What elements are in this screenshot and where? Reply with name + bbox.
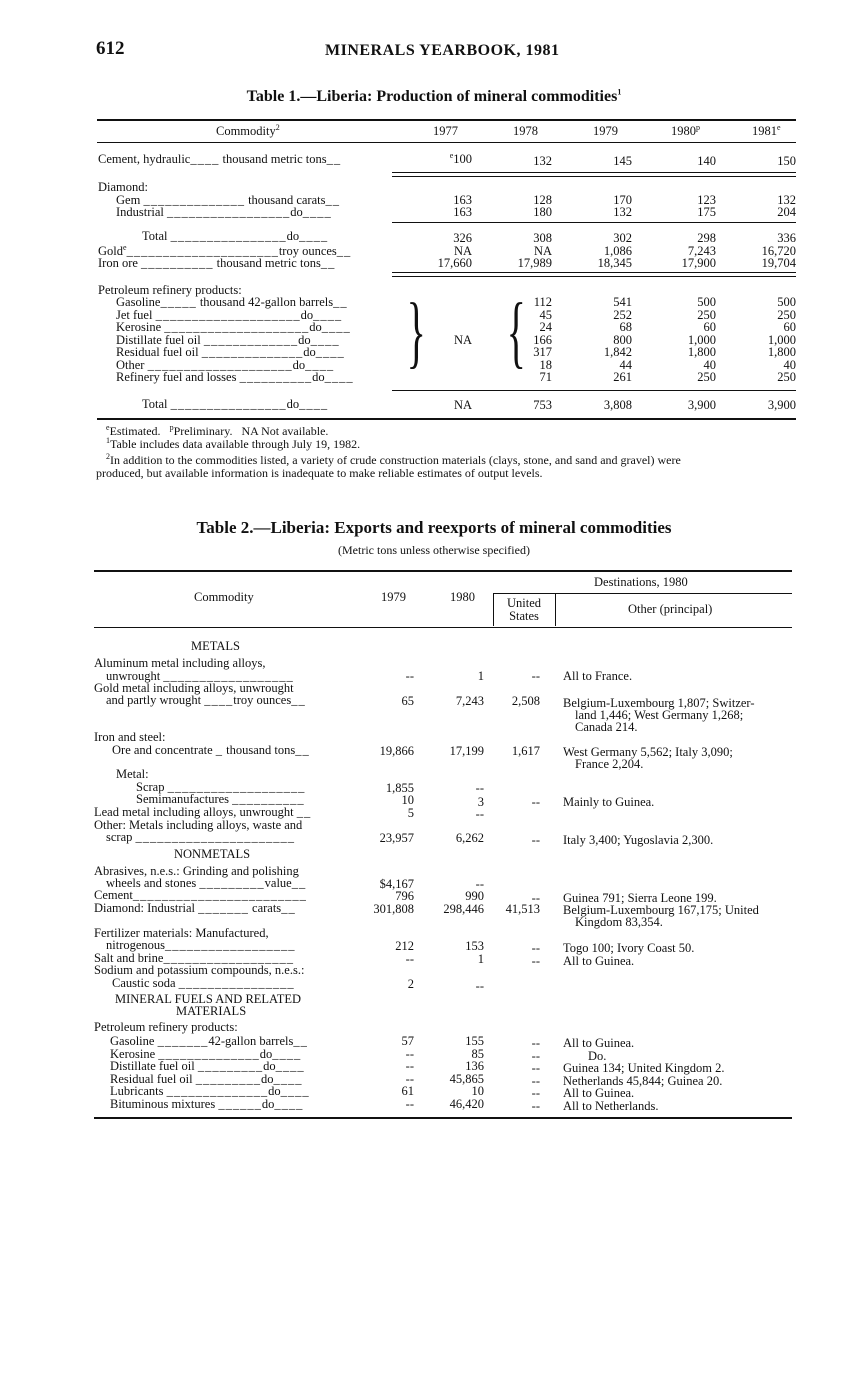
t2-alum-1979: -- [405,669,414,683]
t1-petro-1981: 250 [777,370,796,384]
t1-footnote-2a: $^2$In addition to the commodities listed, a variety of crude construction materials (clays, stone, and sand and gravel) were [106,452,681,467]
t1-petro-1980: 500 [697,295,716,309]
t2-header-other: Other (principal) [628,602,713,616]
t2-petro-us: -- [531,1086,540,1100]
t2-fert-1979: 212 [395,939,414,953]
t1-gold-1979: 1,086 [603,244,632,258]
t2-ore-other-2: France 2,204. [575,757,644,771]
t2-petro-row: Residual fuel oil _________do____ [110,1071,303,1086]
t2-petro-1979: -- [405,1071,414,1086]
t1-gem-1981: 132 [777,193,796,207]
t2-fert-1980: 153 [465,939,484,953]
t2-cement-1980: 990 [465,889,484,903]
t2-gold-other-3: Canada 214. [575,720,638,734]
t2-petro-row: Bituminous mixtures ______do____ [110,1096,304,1111]
t1-header-1978: 1978 [513,124,538,138]
t1-petro-1979: 252 [613,307,632,322]
t2-abr-l2: wheels and stones _________value__ [106,876,307,890]
t1-petro-1981: 40 [783,357,796,372]
t2-header-1979: 1979 [381,590,406,604]
t2-cement-1979: 796 [395,889,414,903]
t1-rule-a [392,172,796,173]
t1-cement-1977: $^e$100 [449,150,472,166]
t1-cement-1978: 132 [533,154,552,168]
t1-dtotal-1978: 308 [533,231,552,245]
t2-salt-1979: -- [405,952,414,966]
t2-petro-1979: 57 [401,1034,414,1048]
t1-petro-1980: 1,000 [687,332,716,347]
t2-gold-l1: Gold metal including alloys, unwrought [94,681,294,695]
t1-gem-1979: 170 [613,193,632,207]
t2-petro-other: Guinea 134; United Kingdom 2. [563,1061,725,1075]
t2-petro-row: Kerosine ______________do____ [110,1046,302,1061]
t2-alum-us: -- [531,669,540,683]
t1-ind-1979: 132 [613,205,632,219]
t2-diamond-other-1: Belgium-Luxembourg 167,175; United [563,903,759,917]
t2-salt-label: Salt and brine__________________ [94,951,294,965]
t1-diamond-label: Diamond: [98,180,148,194]
table2-bottom-rule [94,1117,792,1119]
t2-lead-1979: 5 [407,806,414,820]
t1-petro-1980: 60 [703,320,716,334]
t1-petro-1977: NA [453,333,472,347]
t2-section-metals: METALS [191,639,240,653]
t2-petro-us: -- [531,1036,540,1050]
t1-petro-1978: 45 [539,307,552,322]
t1-gem-1980: 123 [697,193,716,207]
t1-petro-1979: 800 [613,332,632,347]
t1-header-rule [97,142,796,143]
t1-petro-1981: 250 [777,307,796,322]
t2-fert-us: -- [531,941,540,955]
t2-sodium-1979: 2 [407,977,414,991]
t2-lead-label: Lead metal including alloys, unwrought __ [94,805,312,819]
t1-petro-1980: 250 [697,307,716,322]
t2-alum-1980: 1 [477,669,484,683]
t1-gold-1980: 7,243 [687,244,716,258]
t2-gold-l2: and partly wrought ____troy ounces__ [106,693,306,707]
t2-petro-1980: 136 [465,1059,484,1073]
t1-ptotal-1981: 3,900 [767,398,796,412]
t2-fert-other: Togo 100; Ivory Coast 50. [563,941,695,955]
t2-section-nonmetals: NONMETALS [174,847,251,861]
t2-diamond-label: Diamond: Industrial _______ carats__ [94,901,296,915]
t2-diamond-other-2: Kingdom 83,354. [575,915,663,929]
t1-brace-left: } [406,288,426,376]
t1-petro-1978: 71 [539,370,552,384]
t2-lead-1980: -- [475,807,484,821]
t2-petro-row: Lubricants ______________do____ [110,1084,310,1098]
t2-section-fuels-2: MATERIALS [176,1004,247,1018]
t2-alum-other: All to France. [563,669,633,683]
t2-fert-l1: Fertilizer materials: Manufactured, [94,926,269,940]
t1-petro-1979: 44 [619,357,632,372]
t2-petro-1979: -- [405,1059,414,1073]
t1-petro-1979: 68 [619,320,632,334]
t1-petro-row: Other ____________________do____ [116,357,335,372]
t2-diamond-1980: 298,446 [443,902,484,916]
t2-cement-other: Guinea 791; Sierra Leone 199. [563,891,717,905]
t2-cement-us: -- [531,891,540,905]
t1-row-gold: Gold$^e$_____________________troy ounces__ [98,242,352,258]
t1-row-gem: Gem ______________ thousand carats__ [116,193,340,207]
t2-abr-1979: $4,167 [379,877,414,891]
t2-alum-l1: Aluminum metal including alloys, [94,656,266,670]
t1-petro-row: Jet fuel ____________________do____ [116,307,343,322]
t2-petro-other: All to Netherlands. [563,1098,659,1113]
t1-iron-1979: 18,345 [597,256,632,270]
table1-title: Table 1.—Liberia: Production of mineral commodities$^1$ [246,87,622,105]
t1-ind-1977: 163 [453,205,472,219]
t1-row-cement: Cement, hydraulic____ thousand metric tons__ [98,152,342,166]
t2-petro-us: -- [531,1073,540,1088]
t2-semi-1979: 10 [401,793,414,807]
t2-gold-us: 2,508 [511,694,540,708]
t1-gem-1977: 163 [453,193,472,207]
t1-iron-1978: 17,989 [517,256,552,270]
t2-diamond-us: 41,513 [505,902,540,916]
t1-ptotal-1980: 3,900 [687,398,716,412]
t2-metal-label: Metal: [116,767,149,781]
t1-petro-1978: 18 [539,357,552,372]
t2-petro-row: Gasoline _______42-gallon barrels__ [110,1034,308,1048]
t2-header-1980: 1980 [450,590,475,604]
t1-gem-1978: 128 [533,193,552,207]
t2-petro-row: Distillate fuel oil _________do____ [110,1059,305,1073]
t2-fert-l2: nitrogenous__________________ [106,938,296,952]
t2-semi-label: Semimanufactures __________ [136,792,305,806]
t2-sodium-1980: -- [475,979,484,993]
t1-row-dtotal: Total ________________do____ [142,229,329,243]
t2-vrule-us-left [493,594,494,626]
t2-abr-1980: -- [475,877,484,891]
t1-ind-1981: 204 [777,205,796,219]
t1-petro-row: Kerosine ____________________do____ [116,320,351,334]
t2-salt-1980: 1 [477,952,484,966]
table1-bottom-rule [97,418,796,420]
t2-gold-1979: 65 [401,694,414,708]
t1-petro-1980: 250 [697,370,716,384]
t1-petro-1981: 60 [783,320,796,334]
t2-petro-1980: 85 [471,1046,484,1061]
t2-petro-1980: 155 [465,1034,484,1048]
t2-othermet-us: -- [531,833,540,847]
t2-ore-us: 1,617 [511,744,540,758]
t1-petro-row: Distillate fuel oil _____________do____ [116,332,340,347]
t1-petro-row: Residual fuel oil ______________do____ [116,345,345,359]
t2-semi-other: Mainly to Guinea. [563,795,655,809]
t2-petro-1980: 45,865 [449,1071,484,1086]
t1-rule-f [392,390,796,391]
t2-diamond-1979: 301,808 [373,902,414,916]
t1-row-iron: Iron ore __________ thousand metric tons__ [98,256,336,270]
t1-petro-1981: 1,000 [767,332,796,347]
t2-petro-us: -- [531,1098,540,1113]
t2-gold-other-2: land 1,446; West Germany 1,268; [575,708,744,722]
t1-ptotal-1978: 753 [533,398,552,412]
t2-gold-other-1: Belgium-Luxembourg 1,807; Switzer- [563,696,755,710]
t2-gold-1980: 7,243 [455,694,484,708]
t2-scrap-1979: 1,855 [385,781,414,795]
t2-othermet-1980: 6,262 [455,831,484,845]
t2-ore-1980: 17,199 [449,744,484,758]
t1-iron-1981: 19,704 [761,256,796,270]
t2-petro-1979: -- [405,1096,414,1111]
t1-row-ptotal: Total ________________do____ [142,397,329,411]
t1-dtotal-1981: 336 [777,231,796,245]
t2-petro-us: -- [531,1048,540,1063]
t2-salt-other: All to Guinea. [563,954,635,968]
t1-dtotal-1977: 326 [453,231,472,245]
t1-petro-1979: 1,842 [603,345,632,359]
t2-petro-1979: 61 [401,1084,414,1098]
t1-ptotal-1977: NA [453,398,472,412]
t2-dest-rule [493,593,792,594]
t1-iron-1977: 17,660 [437,256,472,270]
t1-footnote-1: $^1$Table includes data available through July 19, 1982. [106,436,361,451]
t2-petro-1979: -- [405,1046,414,1061]
t2-petro-label: Petroleum refinery products: [94,1020,238,1034]
running-title: MINERALS YEARBOOK, 1981 [325,42,560,59]
t1-petro-1981: 500 [777,295,796,309]
t2-scrap-1980: -- [475,781,484,795]
t1-header-1977: 1977 [433,124,458,138]
t2-petro-us: -- [531,1061,540,1075]
t1-ind-1980: 175 [697,205,716,219]
t2-petro-other: Netherlands 45,844; Guinea 20. [563,1073,723,1088]
t1-iron-1980: 17,900 [681,256,716,270]
t1-rule-d [392,272,796,273]
t1-gold-1981: 16,720 [761,244,796,258]
t1-gold-1978: NA [533,244,552,258]
t2-sodium-l1: Sodium and potassium compounds, n.e.s.: [94,963,305,977]
t2-sodium-l2: Caustic soda ________________ [112,976,295,990]
t1-header-1981: 1981e [752,122,781,138]
t2-alum-l2: unwrought __________________ [106,669,294,683]
t1-header-1980: 1980$^p$ [671,122,700,138]
t1-petro-row: Refinery fuel and losses __________do____ [116,370,354,384]
t1-petro-label: Petroleum refinery products: [98,283,242,297]
t2-petro-1980: 10 [471,1084,484,1098]
t1-petro-1980: 1,800 [687,345,716,359]
table2-title: Table 2.—Liberia: Exports and reexports of mineral commodities [196,518,672,537]
t1-petro-1981: 1,800 [767,345,796,359]
t1-brace-right: { [506,288,526,376]
t2-petro-other: All to Guinea. [563,1086,635,1100]
t2-othermet-1979: 23,957 [379,831,414,845]
t1-cement-1979: 145 [613,154,632,168]
t1-footnote-2b: produced, but available information is inadequate to make reliable estimates of output levels. [96,466,543,480]
t2-othermet-other: Italy 3,400; Yugoslavia 2,300. [563,833,714,847]
t1-ind-1978: 180 [533,205,552,219]
t1-gold-1977: NA [453,244,472,258]
t2-header-us-1: United [506,596,542,610]
t1-dtotal-1980: 298 [697,231,716,245]
t2-salt-us: -- [531,954,540,968]
t1-petro-1978: 317 [533,345,552,359]
t2-header-destinations: Destinations, 1980 [594,575,688,589]
t2-header-us-2: States [509,609,539,623]
t2-header-rule [94,627,792,628]
t1-petro-1978: 166 [533,332,552,347]
t1-row-industrial: Industrial _________________do____ [116,205,332,219]
t1-petro-1979: 541 [613,295,632,309]
t1-cement-1981: 150 [777,154,796,168]
t1-ptotal-1979: 3,808 [603,398,632,412]
t2-othermet-l1: Other: Metals including alloys, waste and [94,818,303,832]
t2-semi-us: -- [531,795,540,809]
t2-header-commodity: Commodity [194,590,254,604]
t2-cement-label: Cement________________________ [94,888,307,902]
table1-top-rule [97,119,796,121]
t1-header-1979: 1979 [593,124,618,138]
page-number: 612 [96,38,125,59]
t2-abr-l1: Abrasives, n.e.s.: Grinding and polishing [94,864,299,878]
t1-rule-c [392,222,796,223]
t1-header-commodity: Commodity$^2$ [216,122,280,138]
t2-ore-1979: 19,866 [379,744,414,758]
table2-top-rule [94,570,792,572]
t2-scrap-label: Scrap ___________________ [136,780,306,794]
t2-ore-other-1: West Germany 5,562; Italy 3,090; [563,745,733,759]
t1-rule-b [392,176,796,177]
t1-dtotal-1979: 302 [613,231,632,245]
t2-vrule-us-right [555,594,556,626]
t1-petro-1979: 261 [613,370,632,384]
t1-footnote-legend: $^e$Estimated. $^p$Preliminary. NA Not available. [106,423,329,438]
t2-petro-other: Do. [588,1048,607,1063]
t1-cement-1980: 140 [697,154,716,168]
t2-ore-label: Ore and concentrate _ thousand tons__ [112,743,310,757]
t2-section-fuels-1: MINERAL FUELS AND RELATED [115,992,301,1006]
table2-subtitle: (Metric tons unless otherwise specified) [338,543,530,557]
t2-petro-1980: 46,420 [449,1096,484,1111]
t2-iron-label: Iron and steel: [94,730,166,744]
t2-petro-other: All to Guinea. [563,1036,635,1050]
t1-rule-e [392,276,796,277]
t2-othermet-l2: scrap ______________________ [106,830,295,844]
t2-semi-1980: 3 [477,795,484,809]
t1-petro-1980: 40 [703,357,716,372]
t1-petro-row: Gasoline_____ thousand 42-gallon barrels__ [116,295,348,309]
t1-petro-1978: 24 [539,320,552,334]
t1-petro-1978: 112 [533,295,552,309]
